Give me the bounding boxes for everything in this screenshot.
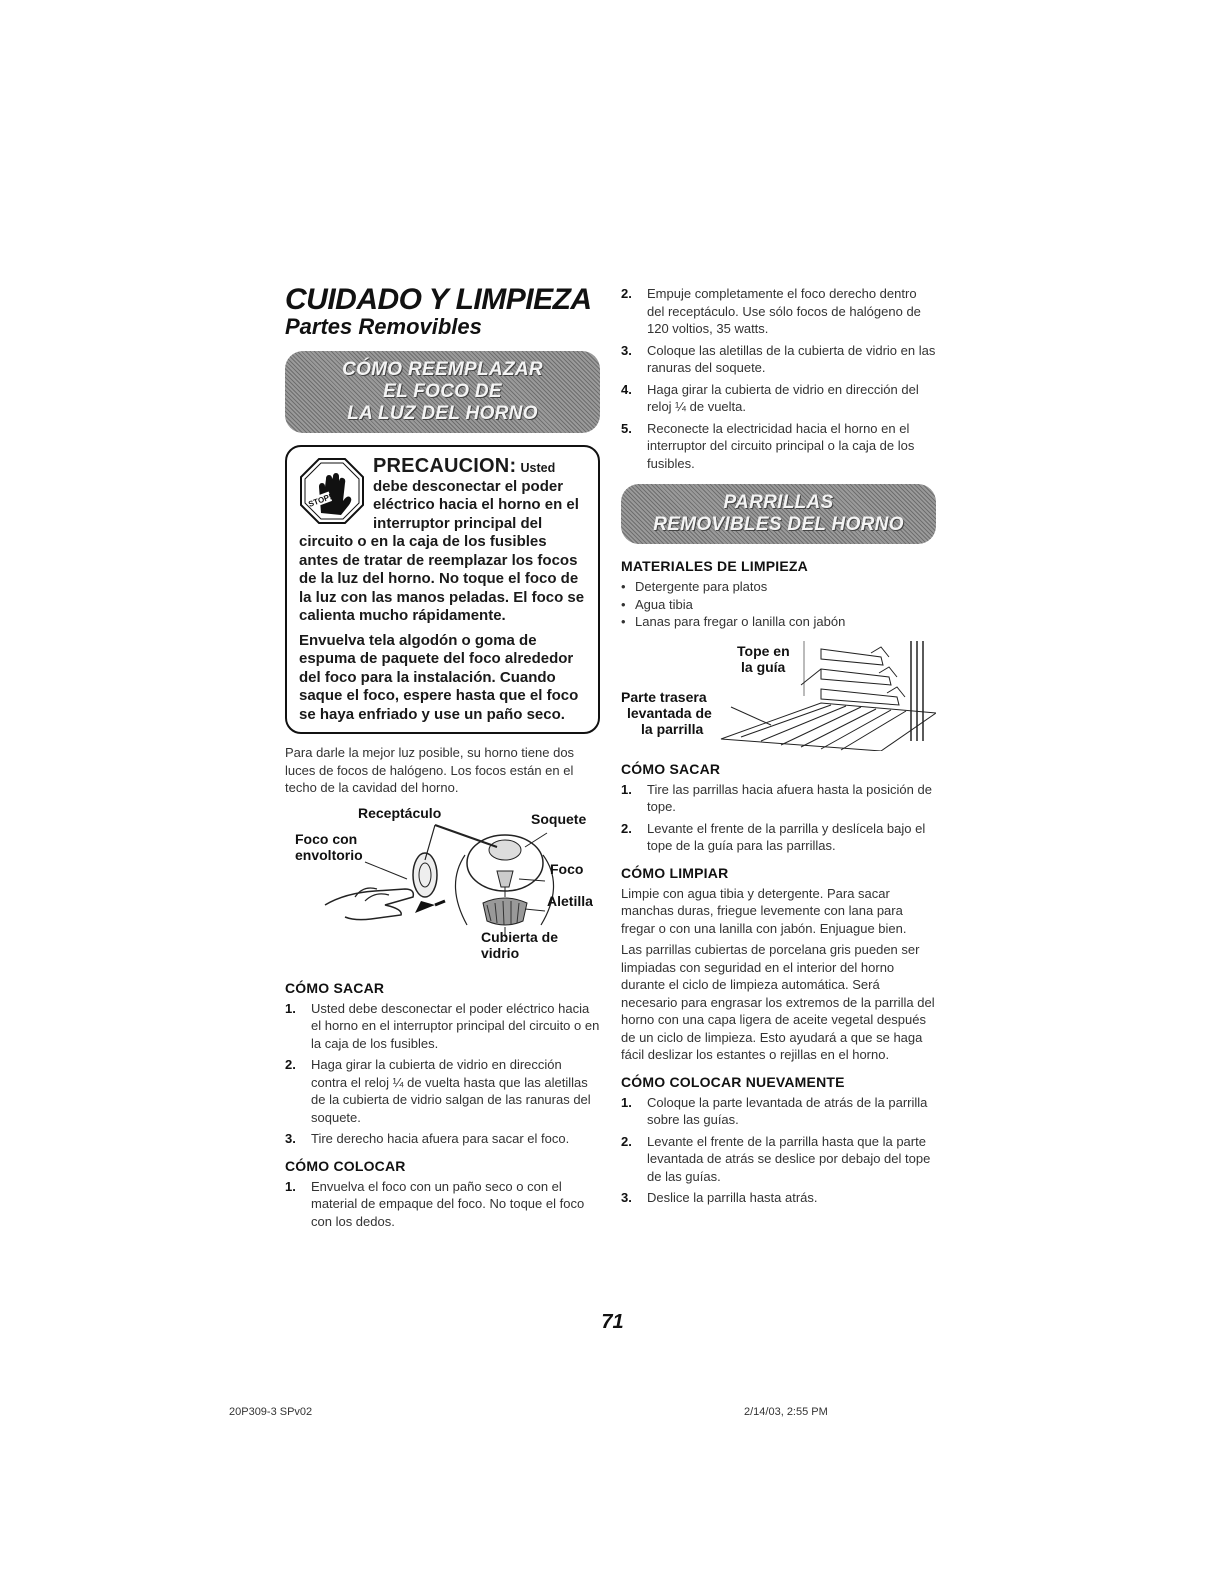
caution-heading-rest: Usted: [520, 461, 556, 475]
list-item: 3. Tire derecho hacia afuera para sacar el foco.: [285, 1131, 570, 1146]
materiales-heading: MATERIALES DE LIMPIEZA: [621, 558, 808, 574]
bulb-diagram: [285, 805, 600, 970]
materiales-list: [621, 578, 936, 631]
label-soquete: Soquete: [531, 810, 587, 827]
colocar-nuevamente-steps: [621, 1094, 936, 1207]
colocar-heading: CÓMO COLOCAR: [285, 1157, 406, 1174]
caution-paragraph-2: Envuelva tela algodón o goma de espuma de paquete del foco alrededor del foco para la instalación. Cuando saque el foco, espere hasta que el foco se haya enfriado y use un paño seco.: [299, 631, 579, 723]
rack-diagram: [621, 641, 936, 751]
banner-line: PARRILLAS: [723, 492, 834, 513]
label-tope-2: la guía: [741, 658, 786, 675]
list-item: 2. Empuje completamente el foco derecho dentro del receptáculo. Use sólo focos de halógeno de 120 voltios, 35 watts.: [621, 286, 921, 336]
racks-sacar-heading: CÓMO SACAR: [621, 760, 721, 777]
banner-line: REMOVIBLES DEL HORNO: [653, 514, 904, 535]
label-cubierta-2: vidrio: [481, 944, 520, 961]
intro-paragraph: Para darle la mejor luz posible, su horno tiene dos luces de focos de halógeno. Los focos están en el techo de la cavidad del horno.: [285, 745, 575, 795]
label-parte-3: la parrilla: [641, 720, 704, 737]
section-title: CUIDADO Y LIMPIEZA: [285, 283, 592, 316]
bulb-replace-banner: [285, 351, 600, 433]
list-item: 2. Levante el frente de la parrilla hasta que la parte levantada de atrás se deslice por debajo del tope de las guías.: [621, 1133, 931, 1184]
list-item: • Agua tibia: [621, 596, 693, 612]
footer-timestamp: 2/14/03, 2:55 PM: [744, 1406, 828, 1418]
label-envoltorio: envoltorio: [295, 846, 363, 863]
caution-heading: PRECAUCION:: [373, 455, 517, 477]
sacar-steps: [285, 1000, 600, 1148]
list-item: 1. Coloque la parte levantada de atrás de la parrilla sobre las guías.: [621, 1094, 928, 1127]
left-column: [285, 285, 600, 1234]
racks-banner: [621, 484, 936, 544]
limpiar-paragraph-1: Limpie con agua tibia y detergente. Para sacar manchas duras, friegue levemente con lana para fregar o con una lanilla con jabón. Enjuague bien.: [621, 885, 907, 936]
colocar-nuevamente-heading: CÓMO COLOCAR NUEVAMENTE: [621, 1073, 845, 1090]
label-parte-2: levantada de: [627, 704, 712, 721]
label-foco: Foco: [550, 860, 584, 877]
racks-sacar-steps: [621, 781, 936, 855]
banner-line: EL FOCO DE: [383, 381, 502, 402]
list-item: 2. Haga girar la cubierta de vidrio en dirección contra el reloj ¼ de vuelta hasta que las aletillas de la cubierta de vidrio salgan de las ranuras del soquete.: [285, 1057, 591, 1125]
banner-line: CÓMO REEMPLAZAR: [342, 359, 543, 380]
sacar-heading: CÓMO SACAR: [285, 979, 385, 996]
label-aletilla: Aletilla: [547, 892, 593, 909]
stop-label: STOP!: [307, 492, 334, 509]
section-subtitle: Partes Removibles: [285, 314, 482, 339]
right-column: [621, 285, 936, 1211]
list-item: • Lanas para fregar o lanilla con jabón: [621, 614, 846, 629]
limpiar-heading: CÓMO LIMPIAR: [621, 864, 729, 881]
caution-box: [285, 445, 600, 734]
label-parte-1: Parte trasera: [621, 688, 707, 705]
label-tope-1: Tope en: [737, 642, 790, 659]
list-item: 3. Coloque las aletillas de la cubierta de vidrio en las ranuras del soquete.: [621, 342, 936, 375]
list-item: 5. Reconecte la electricidad hacia el horno en el interruptor del circuito principal o la caja de los fusibles.: [621, 420, 915, 471]
stop-hand-icon: [299, 457, 365, 527]
label-receptaculo: Receptáculo: [358, 804, 442, 821]
list-item: 1. Tire las parrillas hacia afuera hasta la posición de tope.: [621, 781, 932, 814]
colocar-continued-steps: [621, 285, 936, 472]
list-item: 1. Envuelva el foco con un paño seco o con el material de empaque del foco. No toque el foco con los dedos.: [285, 1178, 585, 1229]
page-number: 71: [601, 1311, 624, 1333]
footer-code: 20P309-3 SPv02: [229, 1406, 313, 1418]
list-item: • Detergente para platos: [621, 579, 768, 594]
limpiar-paragraph-2: Las parrillas cubiertas de porcelana gris pueden ser limpiadas con seguridad en el interior del horno durante el ciclo de limpieza automática. Será necesario para engrasar los extremos de la parrilla del horno con una capa ligera de aceite vegetal después de un ciclo de limpieza. Esto ayudará a que se haga fácil deslizar los estantes o rejillas en el horno.: [621, 942, 935, 1062]
colocar-steps: [285, 1178, 600, 1231]
caution-paragraph-1: debe desconectar el poder eléctrico hacia el horno en el interruptor principal del circuito o en la caja de los fusibles antes de tratar de reemplazar los focos de la luz del horno. No toque el foco de la luz con las manos peladas. El foco se calienta mucho rápidamente.: [299, 477, 585, 624]
label-cubierta-1: Cubierta de: [481, 928, 559, 945]
banner-line: LA LUZ DEL HORNO: [347, 403, 538, 424]
list-item: 4. Haga girar la cubierta de vidrio en dirección del reloj ¼ de vuelta.: [621, 381, 919, 414]
list-item: 1. Usted debe desconectar el poder eléctrico hacia el horno en el interruptor principal del circuito o en la caja de los fusibles.: [285, 1000, 600, 1051]
label-foco-con: Foco con: [295, 830, 358, 847]
bulb-illustration: [285, 805, 600, 970]
list-item: 3. Deslice la parrilla hasta atrás.: [621, 1190, 818, 1205]
list-item: 2. Levante el frente de la parrilla y deslícela bajo el tope de la guía para las parrillas.: [621, 820, 926, 853]
